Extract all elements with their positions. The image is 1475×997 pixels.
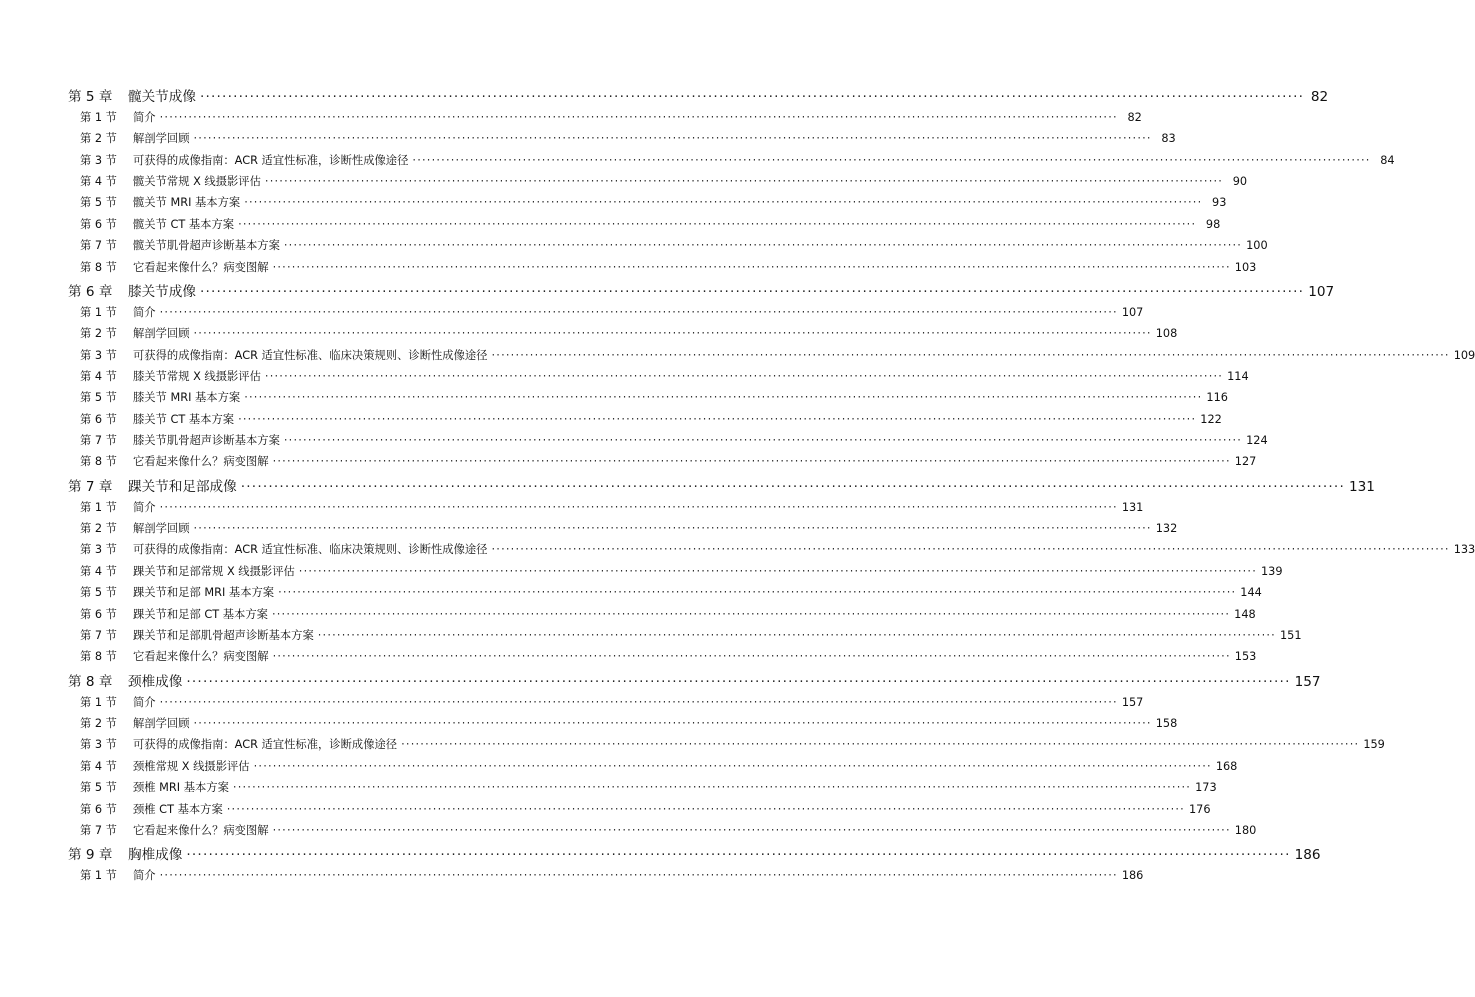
dot-leader: ········································································································································································································ <box>226 802 1185 816</box>
chapter-number: 第 5 章 <box>68 89 113 105</box>
section-title: 膝关节 MRI 基本方案 <box>133 391 241 405</box>
dot-leader: ········································································································································································································ <box>199 89 1305 105</box>
section-number: 第 2 节 <box>80 327 117 341</box>
page-number: 139 <box>1261 564 1283 578</box>
chapter-number: 第 7 章 <box>68 478 113 495</box>
section-number: 第 1 节 <box>80 869 117 883</box>
toc-section-row[interactable] <box>68 758 1238 779</box>
section-number: 第 4 节 <box>80 369 117 383</box>
dot-leader: ········································································································································································································ <box>159 695 1118 709</box>
page-number: 116 <box>1206 391 1228 405</box>
chapter-number: 第 9 章 <box>68 847 113 864</box>
section-title: 解剖学回顾 <box>133 132 190 146</box>
section-number: 第 2 节 <box>80 716 117 730</box>
section-number: 第 7 节 <box>80 239 117 253</box>
section-title: 颈椎 MRI 基本方案 <box>133 781 229 795</box>
page-number: 107 <box>1121 305 1144 319</box>
chapter-number: 第 6 章 <box>68 283 113 300</box>
section-number: 第 4 节 <box>80 174 117 188</box>
dot-leader: ········································································································································································································ <box>298 564 1257 578</box>
dot-leader: ········································································································································································································ <box>491 348 1450 362</box>
toc-section-row[interactable] <box>68 606 1256 627</box>
toc-section-row[interactable] <box>68 822 1257 843</box>
dot-leader: ········································································································································································································ <box>159 110 1118 124</box>
chapter-title: 踝关节和足部成像 <box>128 478 237 495</box>
dot-leader: ········································································································································································································ <box>278 586 1237 600</box>
dot-leader: ········································································································································································································ <box>272 823 1231 837</box>
page-number: 108 <box>1155 327 1178 341</box>
chapter-title: 胸椎成像 <box>128 847 183 864</box>
page-number: 127 <box>1234 455 1257 469</box>
dot-leader: ········································································································································································································ <box>193 132 1152 146</box>
page-number: 114 <box>1227 369 1249 383</box>
toc-chapter-row[interactable] <box>68 475 1375 499</box>
page-number: 82 <box>1310 89 1329 105</box>
toc-section-row[interactable] <box>68 347 1475 368</box>
toc-section-row[interactable] <box>68 779 1217 800</box>
section-title: 髋关节肌骨超声诊断基本方案 <box>133 239 280 253</box>
section-number: 第 5 节 <box>80 391 117 405</box>
dot-leader: ········································································································································································································ <box>401 738 1360 752</box>
toc-section-row[interactable] <box>68 584 1262 605</box>
section-title: 踝关节和足部 MRI 基本方案 <box>133 586 275 600</box>
chapter-number: 第 8 章 <box>68 673 113 690</box>
section-title: 可获得的成像指南：ACR 适宜性标准，诊断性成像途径 <box>133 153 409 167</box>
section-number: 第 6 节 <box>80 217 117 231</box>
section-number: 第 7 节 <box>80 434 117 448</box>
toc-chapter-row[interactable] <box>68 843 1321 867</box>
section-title: 简介 <box>133 869 156 883</box>
dot-leader: ········································································································································································································ <box>272 455 1231 469</box>
toc-section-row[interactable] <box>68 109 1142 130</box>
chapter-title: 膝关节成像 <box>128 283 196 300</box>
section-title: 简介 <box>133 695 156 709</box>
section-title: 解剖学回顾 <box>133 327 190 341</box>
toc-section-row[interactable] <box>68 432 1268 453</box>
toc-section-row[interactable] <box>68 304 1144 325</box>
dot-leader: ········································································································································································································ <box>271 607 1231 621</box>
section-title: 解剖学回顾 <box>133 522 190 536</box>
dot-leader: ········································································································································································································ <box>186 673 1291 690</box>
toc-section-row[interactable] <box>68 152 1395 173</box>
page-number: 93 <box>1212 196 1227 210</box>
dot-leader: ········································································································································································································ <box>264 174 1224 188</box>
section-number: 第 6 节 <box>80 412 117 426</box>
section-title: 可获得的成像指南：ACR 适宜性标准，诊断成像途径 <box>133 738 398 752</box>
page-number: 157 <box>1121 695 1144 709</box>
toc-section-row[interactable] <box>68 541 1475 562</box>
page-number: 109 <box>1453 348 1475 362</box>
section-title: 简介 <box>133 305 156 319</box>
section-number: 第 4 节 <box>80 564 117 578</box>
section-number: 第 1 节 <box>80 110 117 124</box>
section-number: 第 1 节 <box>80 500 117 514</box>
page-number: 186 <box>1121 869 1144 883</box>
dot-leader: ········································································································································································································ <box>412 153 1371 167</box>
dot-leader: ········································································································································································································ <box>240 478 1345 495</box>
toc-section-row[interactable] <box>68 715 1178 736</box>
toc-section-row[interactable] <box>68 801 1211 822</box>
page-number: 144 <box>1240 586 1262 600</box>
section-number: 第 1 节 <box>80 695 117 709</box>
toc-section-row[interactable] <box>68 237 1268 258</box>
section-number: 第 6 节 <box>80 607 117 621</box>
dot-leader: ········································································································································································································ <box>244 391 1203 405</box>
page-number: 176 <box>1188 802 1211 816</box>
page-number: 158 <box>1155 716 1178 730</box>
section-number: 第 6 节 <box>80 802 117 816</box>
section-number: 第 2 节 <box>80 132 117 146</box>
page-number: 124 <box>1246 434 1268 448</box>
section-number: 第 3 节 <box>80 348 117 362</box>
section-number: 第 8 节 <box>80 260 117 274</box>
section-number: 第 7 节 <box>80 628 117 642</box>
section-number: 第 5 节 <box>80 781 117 795</box>
page-number: 148 <box>1234 607 1256 621</box>
page-number: 131 <box>1348 478 1375 495</box>
section-number: 第 5 节 <box>80 586 117 600</box>
dot-leader: ········································································································································································································ <box>193 522 1152 536</box>
section-title: 踝关节和足部肌骨超声诊断基本方案 <box>133 628 314 642</box>
page-number: 133 <box>1453 543 1475 557</box>
toc-section-row[interactable] <box>68 216 1221 237</box>
toc-section-row[interactable] <box>68 325 1178 346</box>
section-title: 它看起来像什么？病变图解 <box>133 823 269 837</box>
section-number: 第 3 节 <box>80 153 117 167</box>
section-title: 简介 <box>133 110 156 124</box>
page-number: 186 <box>1294 847 1321 864</box>
page-number: 122 <box>1200 412 1222 426</box>
section-number: 第 3 节 <box>80 543 117 557</box>
page-number: 168 <box>1215 759 1238 773</box>
dot-leader: ········································································································································································································ <box>244 196 1203 210</box>
toc-chapter-row[interactable] <box>68 670 1321 694</box>
dot-leader: ········································································································································································································ <box>199 283 1305 300</box>
toc-section-row[interactable] <box>68 368 1249 389</box>
toc-section-row[interactable] <box>68 411 1222 432</box>
dot-leader: ········································································································································································································ <box>283 434 1243 448</box>
page-number: 180 <box>1234 823 1257 837</box>
toc-section-row[interactable] <box>68 173 1248 194</box>
section-title: 它看起来像什么？病变图解 <box>133 455 269 469</box>
dot-leader: ········································································································································································································ <box>253 759 1212 773</box>
toc-section-row[interactable] <box>68 736 1385 757</box>
toc-section-row[interactable] <box>68 867 1144 888</box>
section-title: 可获得的成像指南：ACR 适宜性标准、临床决策规则、诊断性成像途径 <box>133 543 488 557</box>
section-number: 第 7 节 <box>80 823 117 837</box>
section-number: 第 8 节 <box>80 455 117 469</box>
section-number: 第 4 节 <box>80 759 117 773</box>
section-title: 髋关节 MRI 基本方案 <box>133 196 241 210</box>
section-title: 膝关节 CT 基本方案 <box>133 412 235 426</box>
dot-leader: ········································································································································································································ <box>238 412 1197 426</box>
page-number: 100 <box>1246 239 1268 253</box>
dot-leader: ········································································································································································································ <box>264 369 1224 383</box>
chapter-title: 颈椎成像 <box>128 673 183 690</box>
page-number: 84 <box>1380 153 1395 167</box>
dot-leader: ········································································································································································································ <box>186 847 1291 864</box>
page-number: 132 <box>1155 522 1178 536</box>
section-number: 第 2 节 <box>80 522 117 536</box>
page-number: 98 <box>1205 217 1221 231</box>
section-title: 它看起来像什么？病变图解 <box>133 260 269 274</box>
toc-section-row[interactable] <box>68 389 1228 410</box>
dot-leader: ········································································································································································································ <box>491 543 1450 557</box>
section-title: 膝关节常规 X 线摄影评估 <box>133 369 261 383</box>
page-number: 173 <box>1195 781 1217 795</box>
dot-leader: ········································································································································································································ <box>283 239 1243 253</box>
toc-section-row[interactable] <box>68 130 1176 151</box>
dot-leader: ········································································································································································································ <box>272 260 1231 274</box>
section-title: 膝关节肌骨超声诊断基本方案 <box>133 434 280 448</box>
section-title: 简介 <box>133 500 156 514</box>
section-title: 解剖学回顾 <box>133 716 190 730</box>
toc-chapter-row[interactable] <box>68 280 1335 304</box>
toc-section-row[interactable] <box>68 499 1144 520</box>
dot-leader: ········································································································································································································ <box>317 628 1276 642</box>
toc-section-row[interactable] <box>68 194 1227 215</box>
section-title: 踝关节和足部 CT 基本方案 <box>133 607 268 621</box>
section-title: 髋关节常规 X 线摄影评估 <box>133 174 261 188</box>
section-title: 它看起来像什么？病变图解 <box>133 650 269 664</box>
page-number: 151 <box>1279 628 1302 642</box>
table-of-contents <box>68 85 1475 888</box>
dot-leader: ········································································································································································································ <box>272 650 1231 664</box>
toc-section-row[interactable] <box>68 648 1257 669</box>
dot-leader: ········································································································································································································ <box>159 500 1118 514</box>
toc-section-row[interactable] <box>68 694 1144 715</box>
dot-leader: ········································································································································································································ <box>193 327 1152 341</box>
page-number: 90 <box>1232 174 1248 188</box>
toc-chapter-row[interactable] <box>68 85 1329 109</box>
page-number: 159 <box>1363 738 1385 752</box>
section-number: 第 3 节 <box>80 738 117 752</box>
toc-section-row[interactable] <box>68 563 1283 584</box>
page-number: 153 <box>1234 650 1257 664</box>
toc-section-row[interactable] <box>68 259 1257 280</box>
page-number: 157 <box>1294 673 1321 690</box>
page-number: 83 <box>1161 132 1176 146</box>
dot-leader: ········································································································································································································ <box>159 305 1118 319</box>
section-title: 可获得的成像指南：ACR 适宜性标准、临床决策规则、诊断性成像途径 <box>133 348 488 362</box>
toc-section-row[interactable] <box>68 520 1178 541</box>
dot-leader: ········································································································································································································ <box>232 781 1192 795</box>
dot-leader: ········································································································································································································ <box>238 217 1197 231</box>
toc-section-row[interactable] <box>68 627 1302 648</box>
page-number: 131 <box>1121 500 1144 514</box>
dot-leader: ········································································································································································································ <box>193 716 1152 730</box>
chapter-title: 髋关节成像 <box>128 89 196 105</box>
page-number: 103 <box>1234 260 1257 274</box>
section-title: 颈椎常规 X 线摄影评估 <box>133 759 250 773</box>
section-number: 第 5 节 <box>80 196 117 210</box>
section-number: 第 8 节 <box>80 650 117 664</box>
section-title: 踝关节和足部常规 X 线摄影评估 <box>133 564 295 578</box>
page-number: 82 <box>1127 110 1142 124</box>
page-number: 107 <box>1308 283 1335 300</box>
section-title: 颈椎 CT 基本方案 <box>133 802 223 816</box>
section-title: 髋关节 CT 基本方案 <box>133 217 235 231</box>
toc-section-row[interactable] <box>68 453 1257 474</box>
dot-leader: ········································································································································································································ <box>159 869 1118 883</box>
section-number: 第 1 节 <box>80 305 117 319</box>
